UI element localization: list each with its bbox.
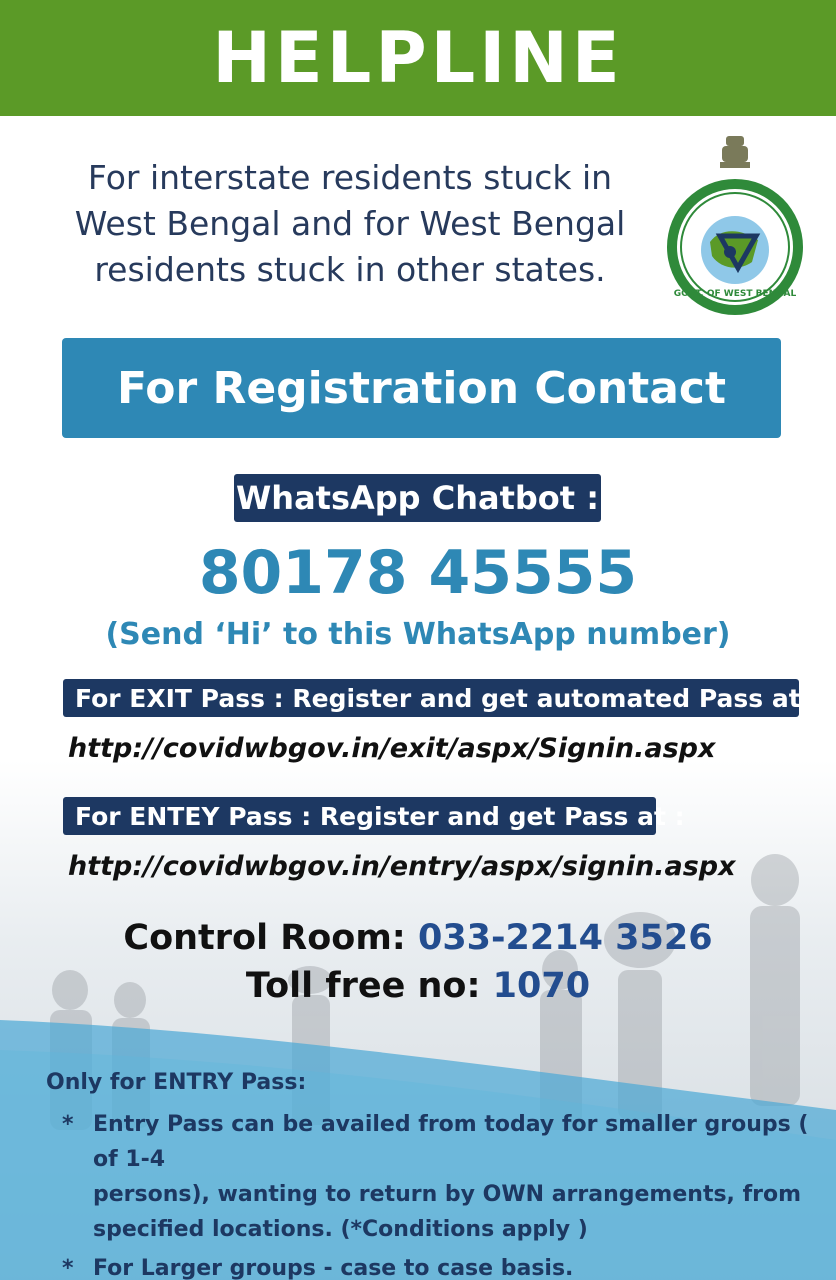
control-room-label: Control Room: [123, 918, 418, 958]
govt-emblem-icon [660, 132, 810, 322]
banner-title: HELPLINE [212, 17, 624, 99]
note-line: Entry Pass can be availed from today for smaller groups ( of 1-4 [93, 1112, 809, 1172]
toll-free-line [0, 966, 836, 1006]
helpline-banner [0, 0, 836, 116]
note-bullet: * [62, 1256, 74, 1280]
intro-text [40, 155, 660, 293]
intro-line-1: For interstate residents stuck in [87, 158, 613, 197]
registration-title: For Registration Contact [116, 362, 727, 414]
control-room-line [0, 918, 836, 958]
registration-header [62, 338, 781, 438]
toll-free-label: Toll free no: [245, 966, 493, 1006]
control-room-number[interactable]: 033-2214 3526 [417, 918, 713, 958]
whatsapp-note: (Send ‘Hi’ to this WhatsApp number) [105, 617, 731, 652]
emblem-caption: GOVT. OF WEST BENGAL [673, 289, 797, 299]
toll-free-number[interactable]: 1070 [492, 966, 591, 1006]
exit-pass-label: For EXIT Pass : Register and get automated Pass at [63, 679, 799, 717]
note-item [60, 1107, 816, 1247]
whatsapp-number[interactable]: 80178 45555 [198, 538, 638, 608]
exit-pass-url[interactable]: http://covidwbgov.in/exit/aspx/Signin.aspx [68, 733, 716, 764]
note-item [60, 1251, 816, 1280]
entry-pass-url[interactable]: http://covidwbgov.in/entry/aspx/signin.aspx [68, 851, 736, 882]
note-line: For Larger groups - case to case basis. [93, 1256, 574, 1280]
entry-pass-label: For ENTEY Pass : Register and get Pass at : [63, 797, 656, 835]
intro-line-3: residents stuck in other states. [94, 250, 606, 289]
notes-heading: Only for ENTRY Pass: [46, 1070, 307, 1095]
note-bullet: * [62, 1112, 74, 1137]
note-line: specified locations. (*Conditions apply ) [93, 1217, 588, 1242]
intro-line-2: West Bengal and for West Bengal [74, 204, 626, 243]
entry-pass-notes [46, 1070, 816, 1280]
note-line: persons), wanting to return by OWN arrangements, from [93, 1182, 802, 1207]
whatsapp-chatbot-label: WhatsApp Chatbot : [234, 474, 601, 522]
